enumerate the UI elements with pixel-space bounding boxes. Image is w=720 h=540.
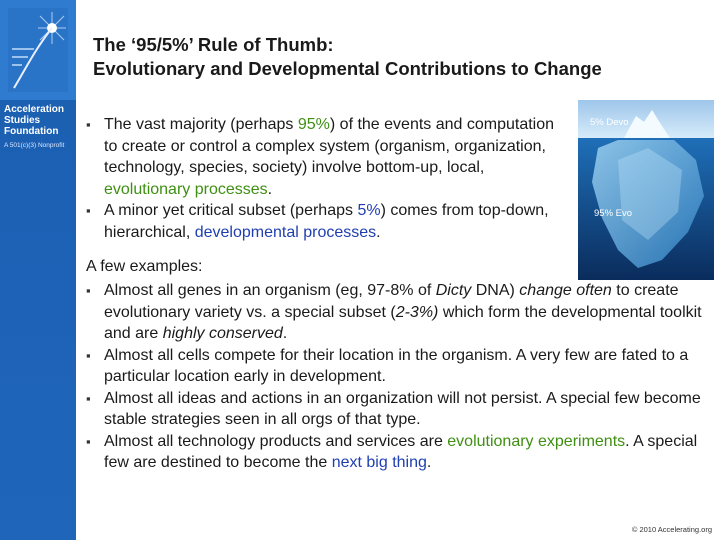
foundation-name-line1: Acceleration bbox=[4, 104, 65, 115]
example-text: which form the developmental toolkit and are bbox=[104, 303, 702, 342]
example-text: DNA) bbox=[471, 282, 520, 299]
brand-sidebar bbox=[0, 0, 76, 540]
bullet-marker: ▪ bbox=[86, 347, 91, 363]
bullet-marker: ▪ bbox=[86, 203, 91, 218]
highlight-95: 95% bbox=[297, 116, 330, 133]
slide-title bbox=[93, 33, 703, 81]
highlight-developmental: developmental processes bbox=[194, 223, 377, 241]
examples-list bbox=[86, 280, 718, 474]
example-text: . bbox=[426, 454, 432, 471]
bullet-text: A minor yet critical subset (perhaps bbox=[104, 202, 358, 219]
highlight-5: 5% bbox=[357, 202, 381, 219]
highlight-next-big-thing: next big thing bbox=[331, 454, 427, 471]
bullet-marker: ▪ bbox=[86, 283, 91, 298]
bullet-text: . bbox=[376, 223, 381, 241]
bullet-text: . bbox=[267, 180, 273, 198]
bullet-text: ) comes from top-down, hierarchical, bbox=[104, 202, 549, 241]
example-italic: highly conserved bbox=[162, 325, 283, 342]
copyright-footer: © 2010 Accelerating.org bbox=[631, 525, 712, 534]
example-genes bbox=[86, 280, 718, 345]
example-italic: change often bbox=[519, 282, 612, 299]
bullet-text: ) of the events and computation to create or control a complex system (organism, organization, technology, species, society) involve bottom-up, local, bbox=[104, 116, 555, 176]
example-italic: 2-3%) bbox=[395, 303, 439, 321]
foundation-name-line3: Foundation bbox=[4, 126, 59, 137]
bullet-marker: ▪ bbox=[86, 433, 91, 449]
bullet-text: The vast majority (perhaps bbox=[104, 116, 298, 133]
example-technology bbox=[86, 431, 718, 474]
example-text: Almost all cells compete for their location in the organism. A very few are fated to a particular location early in development. bbox=[104, 346, 689, 385]
example-text: Almost all genes in an organism (eg, 97-8% of bbox=[104, 282, 436, 299]
foundation-name-line2: Studies bbox=[4, 115, 41, 126]
foundation-name bbox=[4, 104, 76, 137]
iceberg-top-label: 5% Devo bbox=[590, 117, 629, 128]
bullet-majority bbox=[86, 114, 556, 200]
bullet-minority bbox=[86, 200, 556, 243]
example-text: Almost all technology products and services are bbox=[104, 432, 448, 450]
example-italic: Dicty bbox=[435, 282, 472, 299]
sunburst-logo-icon bbox=[8, 8, 68, 92]
foundation-tagline: A 501(c)(3) Nonprofit bbox=[4, 142, 65, 149]
highlight-evolutionary: evolutionary processes bbox=[104, 180, 268, 198]
example-text: to create evolutionary variety vs. a special subset ( bbox=[104, 282, 679, 321]
iceberg-bottom-label: 95% Evo bbox=[594, 208, 633, 219]
slide-title-line2: Evolutionary and Developmental Contributions to Change bbox=[93, 58, 602, 79]
bullet-marker: ▪ bbox=[86, 117, 91, 132]
example-ideas bbox=[86, 388, 718, 431]
example-text: . bbox=[282, 325, 288, 342]
example-text: . A special few are destined to become the bbox=[104, 432, 698, 471]
example-cells bbox=[86, 345, 718, 388]
example-text: Almost all ideas and actions in an organization will not persist. A special few become stable strategies seen in all orgs of that type. bbox=[104, 389, 701, 428]
foundation-logo bbox=[0, 0, 76, 100]
slide-title-line1: The ‘95/5%’ Rule of Thumb: bbox=[93, 34, 334, 55]
examples-heading: A few examples: bbox=[86, 258, 203, 275]
rule-bullets bbox=[86, 114, 556, 243]
highlight-evolutionary-experiments: evolutionary experiments bbox=[447, 432, 626, 450]
bullet-marker: ▪ bbox=[86, 390, 91, 406]
iceberg-image bbox=[578, 100, 714, 280]
